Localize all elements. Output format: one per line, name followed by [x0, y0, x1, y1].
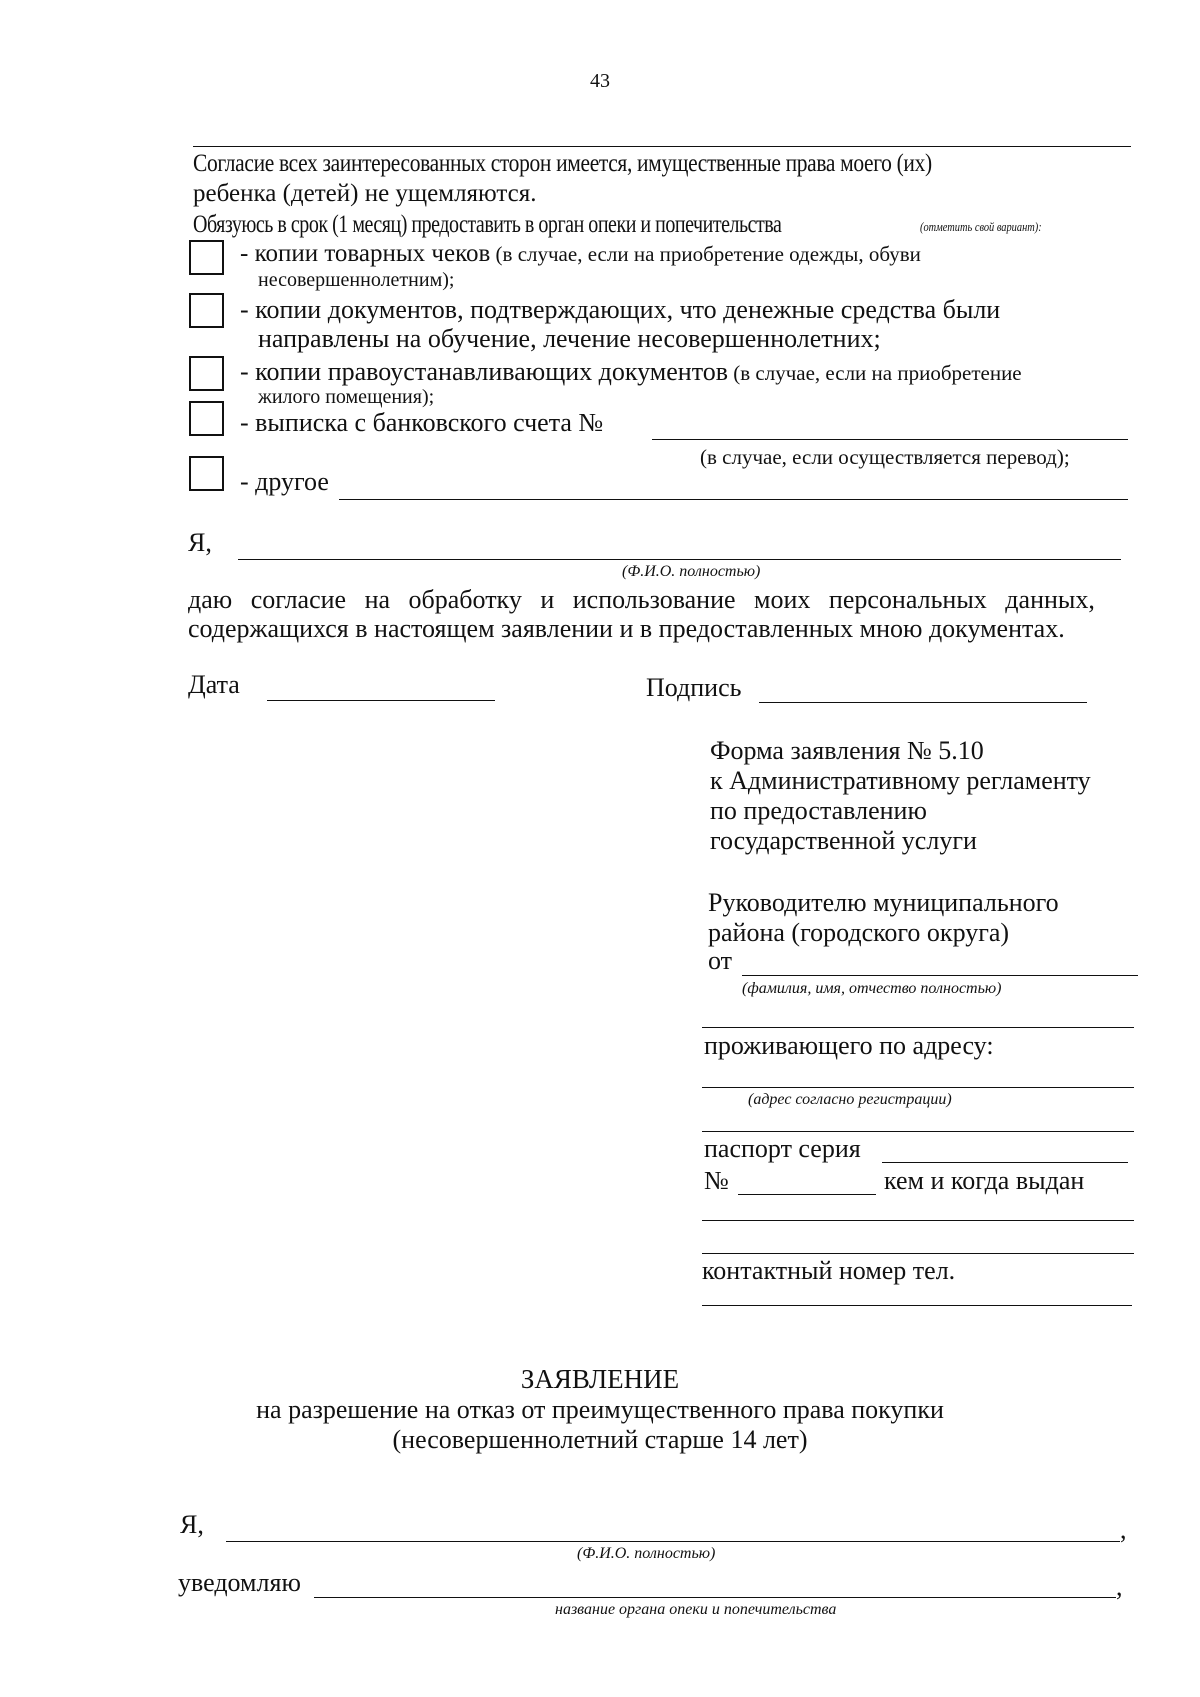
option-receipts-cont: несовершеннолетним);: [258, 269, 455, 291]
issued-label: кем и когда выдан: [884, 1166, 1085, 1195]
statement-title: ЗАЯВЛЕНИЕ: [520, 1364, 680, 1394]
option-bank-label: - выписка с банковского счета №: [240, 408, 604, 437]
obligation-text: Обязуюсь в срок (1 месяц) предоставить в орган опеки и попечительства: [193, 211, 782, 238]
consent-line-1: Согласие всех заинтересованных сторон имеется, имущественные права моего (их): [193, 150, 932, 177]
option-bank-cont: (в случае, если осуществляется перевод);: [700, 445, 1070, 469]
option-bank-checkbox[interactable]: [189, 401, 224, 436]
form-header-line-2: к Административному регламенту: [710, 766, 1091, 795]
personal-line-2: содержащихся в настоящем заявлении и в предоставленных мною документах.: [188, 614, 1065, 643]
addressee-line-2: района (городского округа): [708, 918, 1010, 947]
option-other-checkbox[interactable]: [189, 456, 224, 491]
option-receipts-checkbox[interactable]: [189, 240, 224, 275]
personal-i: Я,: [188, 528, 212, 557]
option-receipts: [240, 240, 921, 268]
notify-line[interactable]: [314, 1597, 1116, 1598]
top-rule: [193, 146, 1131, 147]
address-line-2[interactable]: [702, 1131, 1134, 1132]
option-title-docs: [240, 357, 1022, 387]
date-line[interactable]: [267, 700, 495, 701]
phone-line[interactable]: [702, 1305, 1132, 1306]
personal-fio-line[interactable]: [238, 559, 1121, 560]
form-header: [710, 736, 1091, 856]
from-label: от: [708, 946, 733, 975]
addressee: [708, 888, 1059, 948]
bank-account-line[interactable]: [652, 439, 1128, 440]
signature-line[interactable]: [759, 702, 1087, 703]
signature-label: Подпись: [646, 673, 742, 702]
personal-line-1: даю согласие на обработку и использование моих персональных данных,: [188, 585, 1095, 614]
residing-label: проживающего по адресу:: [704, 1031, 994, 1060]
obligation-note: (отметить свой вариант):: [920, 219, 1042, 234]
passport-number-label: №: [704, 1166, 729, 1195]
passport-number-line[interactable]: [738, 1194, 876, 1195]
form-header-line-3: по предоставлению: [710, 796, 927, 825]
consent-line-2: ребенка (детей) не ущемляются.: [193, 180, 537, 207]
option-receipts-note: (в случае, если на приобретение одежды, обуви: [490, 242, 921, 266]
obligation-line: [193, 211, 929, 239]
statement-subtitle-2: (несовершеннолетний старше 14 лет): [392, 1425, 808, 1454]
personal-fio-hint: (Ф.И.О. полностью): [622, 563, 761, 580]
address-hint: (адрес согласно регистрации): [748, 1091, 952, 1108]
option-title-docs-cont: жилого помещения);: [258, 386, 435, 408]
notify-label: уведомляю: [178, 1568, 301, 1597]
form-header-line-4: государственной услуги: [710, 826, 977, 855]
option-title-docs-label: - копии правоустанавливающих документов: [240, 357, 728, 386]
passport-label: паспорт серия: [704, 1134, 861, 1163]
option-documents-label: - копии документов, подтверждающих, что денежные средства были: [240, 295, 1001, 324]
authority-hint: название органа опеки и попечительства: [555, 1601, 837, 1618]
issued-line[interactable]: [702, 1220, 1134, 1221]
option-title-docs-checkbox[interactable]: [189, 356, 224, 391]
form-header-line-1: Форма заявления № 5.10: [710, 736, 984, 765]
option-other-label: - другое: [240, 467, 329, 496]
statement-fio-hint: (Ф.И.О. полностью): [577, 1545, 716, 1562]
address-line[interactable]: [702, 1087, 1134, 1088]
passport-series-line[interactable]: [882, 1162, 1128, 1163]
other-line[interactable]: [339, 499, 1128, 500]
notify-comma: ,: [1116, 1572, 1123, 1601]
from-line-2[interactable]: [702, 1027, 1134, 1028]
option-receipts-label: - копии товарных чеков: [240, 240, 491, 267]
statement-fio-line[interactable]: [226, 1541, 1120, 1542]
option-documents-checkbox[interactable]: [189, 293, 224, 328]
phone-label: контактный номер тел.: [702, 1256, 956, 1285]
option-documents-cont: направлены на обучение, лечение несовершеннолетних;: [258, 324, 881, 353]
from-line[interactable]: [742, 975, 1138, 976]
statement-i: Я,: [180, 1510, 204, 1539]
issued-line-2[interactable]: [702, 1253, 1134, 1254]
option-title-docs-note: (в случае, если на приобретение: [728, 361, 1022, 385]
date-label: Дата: [188, 670, 240, 699]
page-number: 43: [590, 70, 610, 92]
addressee-line-1: Руководителю муниципального: [708, 888, 1059, 917]
statement-subtitle-1: на разрешение на отказ от преимущественного права покупки: [256, 1395, 944, 1424]
from-fio-hint: (фамилия, имя, отчество полностью): [742, 980, 1002, 997]
statement-fio-comma: ,: [1120, 1515, 1127, 1544]
